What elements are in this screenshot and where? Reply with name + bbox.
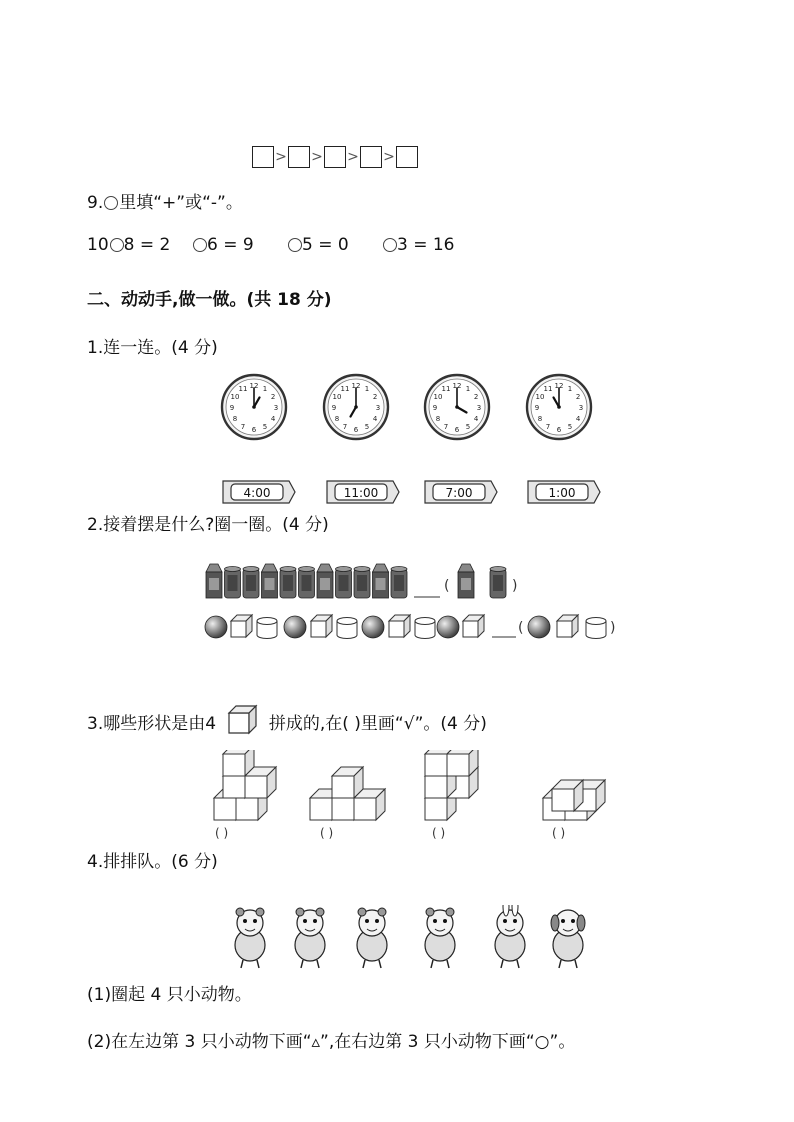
soda-can-icon (336, 567, 352, 599)
cube-icon (231, 615, 252, 637)
equation: 5 = 0 (287, 235, 382, 255)
q9-title: 9. 里填“+”或“-”。 (87, 193, 243, 213)
clock-numeral: 11 (543, 384, 553, 393)
clock-numeral: 11 (441, 384, 451, 393)
digital-clock-row (215, 478, 615, 506)
clock-numeral: 9 (229, 404, 235, 412)
greater-than-sign: > (311, 149, 323, 165)
digital-time: 1:00 (548, 486, 576, 500)
soda-can-icon (391, 567, 407, 599)
equation: 3 = 16 (382, 235, 472, 255)
clock-numeral: 8 (435, 415, 441, 423)
sphere-icon (362, 616, 384, 638)
cube-icon (225, 703, 259, 737)
clock-numeral: 9 (331, 404, 337, 412)
clock-numeral: 7 (240, 423, 246, 432)
box-sequence (252, 146, 418, 168)
analog-clock (222, 375, 286, 439)
milk-carton-icon (317, 564, 333, 598)
clock-numeral: 4 (473, 415, 479, 423)
soda-can-icon (280, 567, 296, 599)
greater-than-sign: > (275, 149, 287, 165)
soda-can-icon (354, 567, 370, 599)
clock-numeral: 5 (364, 423, 370, 432)
cow-icon (295, 908, 325, 968)
blank-box[interactable] (396, 146, 418, 168)
digital-time: 11:00 (343, 486, 379, 500)
clock-numeral: 1 (364, 384, 370, 393)
equation: 10 8 = 2 (87, 235, 171, 255)
operator-circle[interactable] (104, 196, 118, 210)
clock-numeral: 12 (452, 382, 462, 390)
sphere-icon (284, 616, 306, 638)
operator-circle[interactable] (110, 238, 124, 252)
q4-title: 4.排排队。(6 分) (87, 852, 218, 872)
milk-carton-icon (458, 564, 474, 598)
paren-open: ( (444, 578, 450, 594)
cylinder-icon (337, 618, 357, 639)
greater-than-sign: > (383, 149, 395, 165)
dog-icon (551, 910, 585, 968)
unit-cube (552, 780, 583, 811)
digital-clock (327, 481, 399, 503)
clock-numeral: 2 (372, 393, 378, 401)
soda-can-icon (225, 567, 241, 599)
cube-icon (557, 615, 578, 637)
clock-numeral: 2 (473, 393, 479, 401)
paren-close: ) (512, 578, 518, 594)
sphere-icon (437, 616, 459, 638)
animal-row (232, 905, 592, 970)
clock-numeral: 6 (251, 426, 257, 434)
milk-carton-icon (262, 564, 278, 598)
cube-icon (389, 615, 410, 637)
tiger-icon (357, 908, 387, 968)
cube-shapes-row (200, 750, 620, 825)
milk-carton-icon (206, 564, 222, 598)
digital-time: 4:00 (243, 486, 271, 500)
clock-numeral: 9 (534, 404, 540, 412)
q1-title: 1.连一连。(4 分) (87, 338, 218, 358)
operator-circle[interactable] (288, 238, 302, 252)
answer-blank[interactable]: ( ) (552, 826, 566, 840)
pattern-row-drinks (200, 560, 540, 602)
operator-circle[interactable] (193, 238, 207, 252)
digital-clock (425, 481, 497, 503)
clock-numeral: 9 (432, 404, 438, 412)
q2-title: 2.接着摆是什么?圈一圈。(4 分) (87, 515, 329, 535)
clock-numeral: 10 (535, 393, 545, 401)
monkey-icon (235, 908, 265, 968)
clock-numeral: 5 (567, 423, 573, 432)
clock-numeral: 1 (567, 384, 573, 393)
clock-numeral: 12 (554, 382, 564, 390)
clock-numeral: 7 (342, 423, 348, 432)
q4-sub1: (1)圈起 4 只小动物。 (87, 985, 252, 1005)
operator-circle[interactable] (383, 238, 397, 252)
clock-numeral: 7 (443, 423, 449, 432)
rabbit-icon (495, 905, 525, 968)
q3-title: 3.哪些形状是由4 拼成的,在( )里画“√”。(4 分) (87, 703, 487, 737)
clock-numeral: 10 (433, 393, 443, 401)
clock-numeral: 10 (332, 393, 342, 401)
cylinder-icon (415, 618, 435, 639)
soda-can-icon (490, 567, 506, 599)
clock-numeral: 7 (545, 423, 551, 432)
clock-numeral: 1 (465, 384, 471, 393)
blank-box[interactable] (252, 146, 274, 168)
clock-numeral: 6 (454, 426, 460, 434)
clock-numeral: 3 (375, 404, 381, 412)
boar-icon (425, 908, 455, 968)
sphere-icon (528, 616, 550, 638)
clock-numeral: 3 (476, 404, 482, 412)
cube-icon (311, 615, 332, 637)
clock-numeral: 6 (556, 426, 562, 434)
q9-equations (87, 235, 472, 255)
soda-can-icon (243, 567, 259, 599)
answer-blank[interactable]: ( ) (432, 826, 446, 840)
clock-numeral: 4 (372, 415, 378, 423)
blank-box[interactable] (288, 146, 310, 168)
clock-numeral: 5 (262, 423, 268, 432)
digital-clock (223, 481, 295, 503)
clock-numeral: 10 (230, 393, 240, 401)
equation: 6 = 9 (192, 235, 287, 255)
pattern-row-shapes (200, 610, 630, 644)
analog-clock (425, 375, 489, 439)
clock-numeral: 12 (351, 382, 361, 390)
clock-numeral: 3 (273, 404, 279, 412)
unit-cube (245, 767, 276, 798)
unit-cube (447, 750, 478, 776)
blank-box[interactable] (324, 146, 346, 168)
section-heading: 二、动动手,做一做。(共 18 分) (87, 290, 332, 310)
cylinder-icon (257, 618, 277, 639)
paren-open: ( (518, 620, 524, 636)
answer-blank[interactable]: ( ) (215, 826, 229, 840)
digital-clock (528, 481, 600, 503)
clock-numeral: 5 (465, 423, 471, 432)
clock-numeral: 2 (270, 393, 276, 401)
answer-blank[interactable]: ( ) (320, 826, 334, 840)
greater-than-sign: > (347, 149, 359, 165)
clock-numeral: 3 (578, 404, 584, 412)
clock-numeral: 11 (238, 384, 248, 393)
milk-carton-icon (373, 564, 389, 598)
clock-numeral: 8 (232, 415, 238, 423)
soda-can-icon (299, 567, 315, 599)
clock-numeral: 12 (249, 382, 259, 390)
clock-row (200, 365, 620, 445)
blank-box[interactable] (360, 146, 382, 168)
analog-clock (324, 375, 388, 439)
unit-cube (332, 767, 363, 798)
clock-numeral: 6 (353, 426, 359, 434)
clock-numeral: 8 (334, 415, 340, 423)
cylinder-icon (586, 618, 606, 639)
clock-numeral: 4 (575, 415, 581, 423)
analog-clock (527, 375, 591, 439)
q4-sub2: (2)在左边第 3 只小动物下画“▵”,在右边第 3 只小动物下画“○”。 (87, 1032, 576, 1052)
clock-numeral: 11 (340, 384, 350, 393)
clock-numeral: 1 (262, 384, 268, 393)
paren-close: ) (610, 620, 616, 636)
cube-icon (463, 615, 484, 637)
digital-time: 7:00 (445, 486, 473, 500)
clock-numeral: 2 (575, 393, 581, 401)
sphere-icon (205, 616, 227, 638)
clock-numeral: 4 (270, 415, 276, 423)
clock-numeral: 8 (537, 415, 543, 423)
